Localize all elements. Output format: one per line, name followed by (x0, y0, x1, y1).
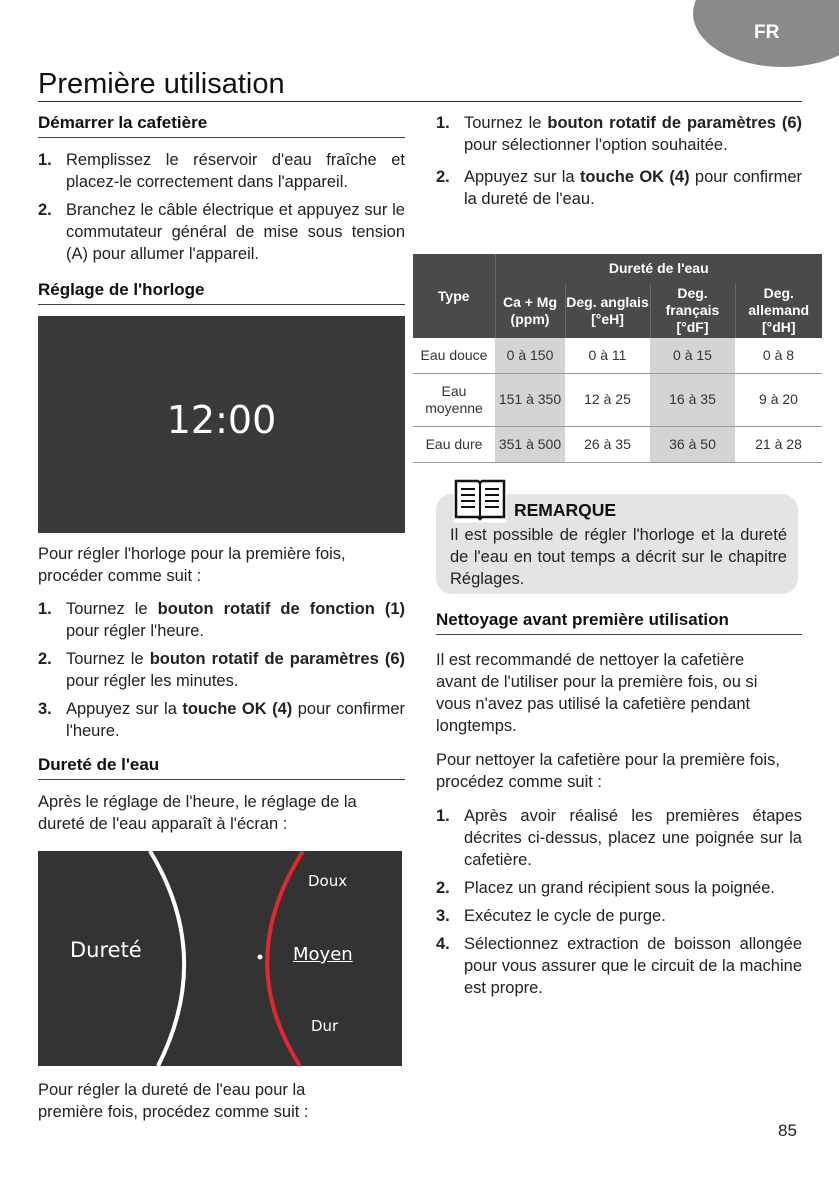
selector-dot (258, 955, 263, 960)
table-cell: 0 à 11 (588, 346, 627, 363)
hardness-steps (436, 112, 802, 210)
table-cell: 0 à 150 (495, 338, 565, 373)
hardness-screen-image (38, 851, 402, 1066)
list-item: 1. Tournez le bouton rotatif de fonction (1) pour régler l'heure. (38, 600, 405, 640)
cleaning-para-1: Il est recommandé de nettoyer la cafetière avant de l'utiliser pour la première fois, ou si vous n'avez pas utilisé la cafetière pendant longtemps. (436, 651, 758, 735)
table-cell-type: Eau dure (425, 435, 483, 452)
title-divider (38, 101, 802, 102)
table-header-group: Dureté de l'eau (495, 254, 822, 283)
list-item: 2. Tournez le bouton rotatif de paramètres (6) pour régler les minutes. (38, 650, 405, 690)
table-cell-type: Eau douce (420, 346, 488, 363)
list-item: 1. Remplissez le réservoir d'eau fraîche et placez-le correctement dans l'appareil. (38, 151, 405, 191)
clock-intro: Pour régler l'horloge pour la première fois, procéder comme suit : (38, 545, 346, 585)
section-heading-hardness: Dureté de l'eau (38, 754, 405, 780)
list-item: 4. Sélectionnez extraction de boisson allongée pour vous assurer que le circuit de la machine est propre. (436, 935, 802, 997)
table-row (413, 338, 822, 373)
cleaning-steps (436, 805, 802, 999)
table-row (413, 373, 822, 426)
table-cell: 0 à 15 (650, 338, 735, 373)
option-soft: Doux (308, 872, 348, 890)
section-heading-start: Démarrer la cafetière (38, 112, 405, 138)
table-cell: 351 à 500 (495, 426, 565, 462)
remark-title: REMARQUE (514, 500, 617, 520)
table-row (413, 426, 822, 462)
list-item: 3. Appuyez sur la touche OK (4) pour confirmer l'heure. (38, 700, 405, 740)
book-icon (453, 475, 507, 523)
table-col-header: Ca + Mg (ppm) (495, 283, 565, 338)
white-arc (150, 851, 184, 1066)
list-item: 1. Après avoir réalisé les premières étapes décrites ci-dessus, placez une poignée sur la cafetière. (436, 807, 802, 869)
option-medium-selected: Moyen (293, 944, 353, 965)
table-cell: 16 à 35 (650, 373, 735, 426)
list-item: 2. Branchez le câble électrique et appuyez sur le commutateur général de mise sous tension (A) pour allumer l'appareil. (38, 201, 405, 263)
hardness-label: Dureté (70, 938, 142, 962)
section-heading-cleaning: Nettoyage avant première utilisation (436, 609, 802, 635)
table-cell-type: Eau moyenne (425, 382, 483, 416)
table-col-header: Deg. allemand [°dH] (735, 283, 822, 338)
clock-steps (38, 598, 405, 742)
table-cell: 36 à 50 (650, 426, 735, 462)
table-cell: 0 à 8 (762, 346, 795, 363)
option-hard: Dur (311, 1017, 339, 1035)
cleaning-para-2: Pour nettoyer la cafetière pour la première fois, procédez comme suit : (436, 751, 780, 791)
list-item: 2. Appuyez sur la touche OK (4) pour confirmer la dureté de l'eau. (436, 168, 802, 208)
list-item: 1. Tournez le bouton rotatif de paramètres (6) pour sélectionner l'option souhaitée. (436, 114, 802, 154)
list-item: 2. Placez un grand récipient sous la poignée. (436, 879, 775, 897)
language-label: FR (754, 22, 780, 43)
clock-screen-image (38, 316, 405, 533)
table-cell: 9 à 20 (759, 391, 798, 407)
table-header-type: Type (413, 254, 495, 338)
left-column (38, 112, 405, 1123)
cleaning-section (436, 609, 802, 1005)
remark-text: Il est possible de régler l'horloge et la dureté de l'eau en tout temps a décrit sur le chapitre Réglages. (450, 526, 787, 588)
table-cell: 12 à 25 (584, 391, 631, 407)
table-cell: 21 à 28 (755, 435, 802, 452)
water-hardness-table (413, 254, 822, 463)
clock-time: 12:00 (166, 398, 277, 442)
list-item: 3. Exécutez le cycle de purge. (436, 907, 666, 925)
table-col-header: Deg. anglais [°eH] (565, 283, 650, 338)
hardness-outro: Pour régler la dureté de l'eau pour la première fois, procédez comme suit : (38, 1081, 309, 1121)
start-steps (38, 149, 405, 265)
right-column (436, 112, 802, 216)
table-cell: 26 à 35 (584, 435, 631, 452)
table-col-header: Deg. français [°dF] (650, 283, 735, 338)
hardness-intro: Après le réglage de l'heure, le réglage de la dureté de l'eau apparaît à l'écran : (38, 793, 357, 833)
page-title: Première utilisation (38, 68, 285, 100)
table-cell: 151 à 350 (495, 373, 565, 426)
section-heading-clock: Réglage de l'horloge (38, 279, 405, 305)
page-number: 85 (778, 1121, 797, 1140)
